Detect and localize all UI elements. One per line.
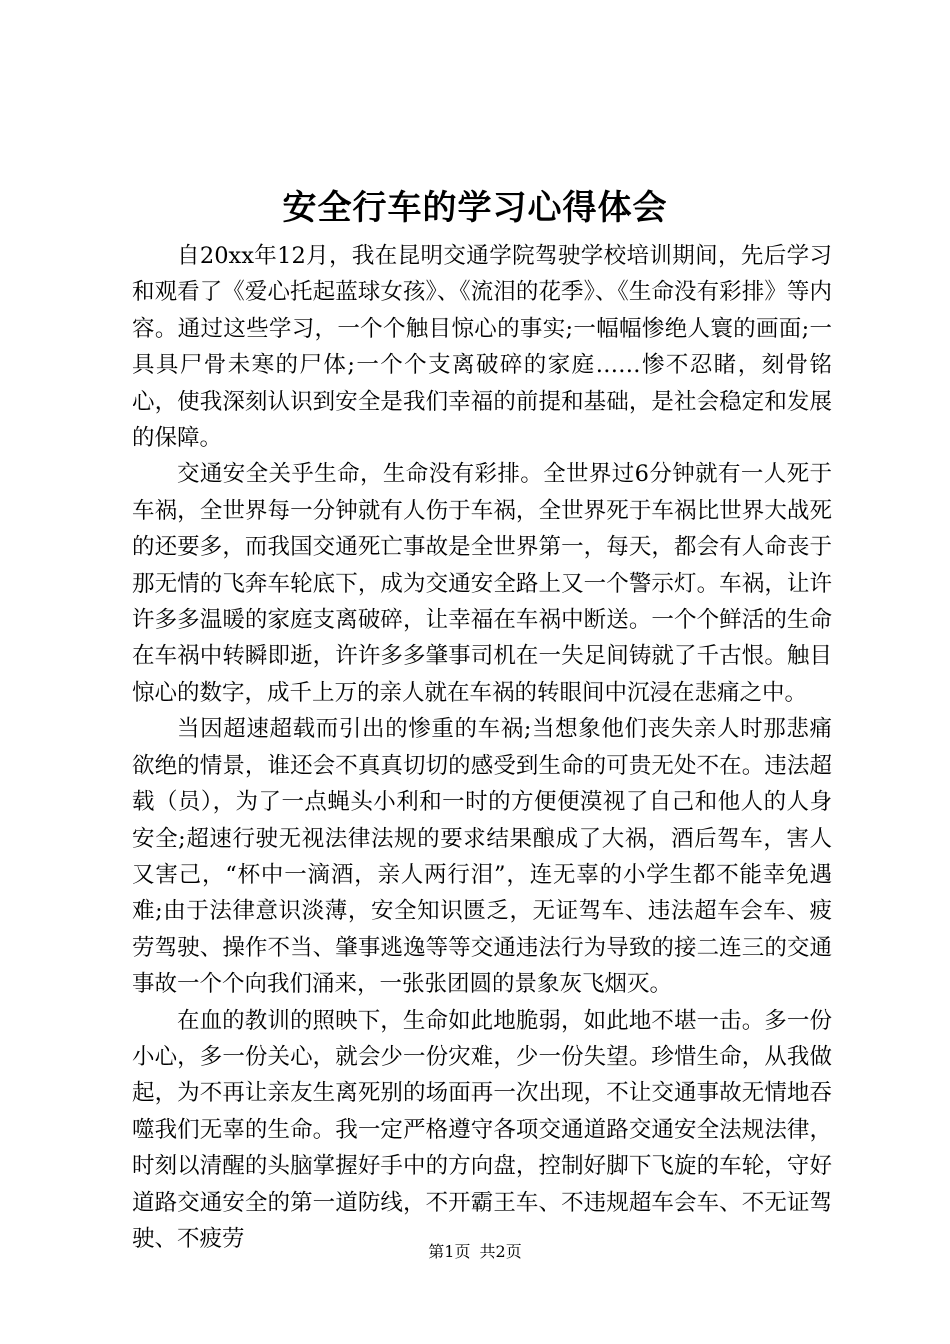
paragraph: 当因超速超载而引出的惨重的车祸;当想象他们丧失亲人时那悲痛欲绝的情景，谁还会不真真切切的感受到生命的可贵无处不在。违法超载（员），为了一点蝇头小利和一时的方便便漠视了自己和他人的人身安全;超速行驶无视法律法规的要求结果酿成了大祸，酒后驾车，害人又害己，“杯中一滴酒，亲人两行泪”，连无辜的小学生都不能幸免遇难;由于法律意识淡薄，安全知识匮乏，无证驾车、违法超车会车、疲劳驾驶、操作不当、肇事逃逸等等交通违法行为导致的接二连三的交通事故一个个向我们涌来，一张张团圆的景象灰飞烟灭。 [132, 716, 832, 998]
page-footer [0, 1240, 950, 1264]
paragraph: 交通安全关乎生命，生命没有彩排。全世界过6分钟就有一人死于车祸，全世界每一分钟就有人伤于车祸，全世界死于车祸比世界大战死的还要多，而我国交通死亡事故是全世界第一，每天，都会有人命丧于那无情的飞奔车轮底下，成为交通安全路上又一个警示灯。车祸，让许许多多温暖的家庭支离破碎，让幸福在车祸中断送。一个个鲜活的生命在车祸中转瞬即逝，许许多多肇事司机在一失足间铸就了千古恨。触目惊心的数字，成千上万的亲人就在车祸的转眼间中沉浸在悲痛之中。 [132, 461, 832, 706]
document-body [132, 238, 832, 1257]
paragraph: 自20xx年12月，我在昆明交通学院驾驶学校培训期间，先后学习和观看了《爱心托起蓝球女孩》、《流泪的花季》、《生命没有彩排》等内容。通过这些学习，一个个触目惊心的事实;一幅幅惨绝人寰的画面;一具具尸骨未寒的尸体;一个个支离破碎的家庭……惨不忍睹，刻骨铭心，使我深刻认识到安全是我们幸福的前提和基础，是社会稳定和发展的保障。 [132, 243, 832, 452]
paragraph: 在血的教训的照映下，生命如此地脆弱，如此地不堪一击。多一份小心，多一份关心，就会少一份灾难，少一份失望。珍惜生命，从我做起，为不再让亲友生离死别的场面再一次出现，不让交通事故无情地吞噬我们无辜的生命。我一定严格遵守各项交通道路交通安全法规法律，时刻以清醒的头脑掌握好手中的方向盘，控制好脚下飞旋的车轮，守好道路交通安全的第一道防线，不开霸王车、不违规超车会车、不无证驾驶、不疲劳 [132, 1007, 832, 1252]
page-total: 共2页 [479, 1242, 522, 1261]
page-number: 第1页 [428, 1242, 471, 1261]
document-title: 安全行车的学习心得体会 [282, 188, 668, 228]
